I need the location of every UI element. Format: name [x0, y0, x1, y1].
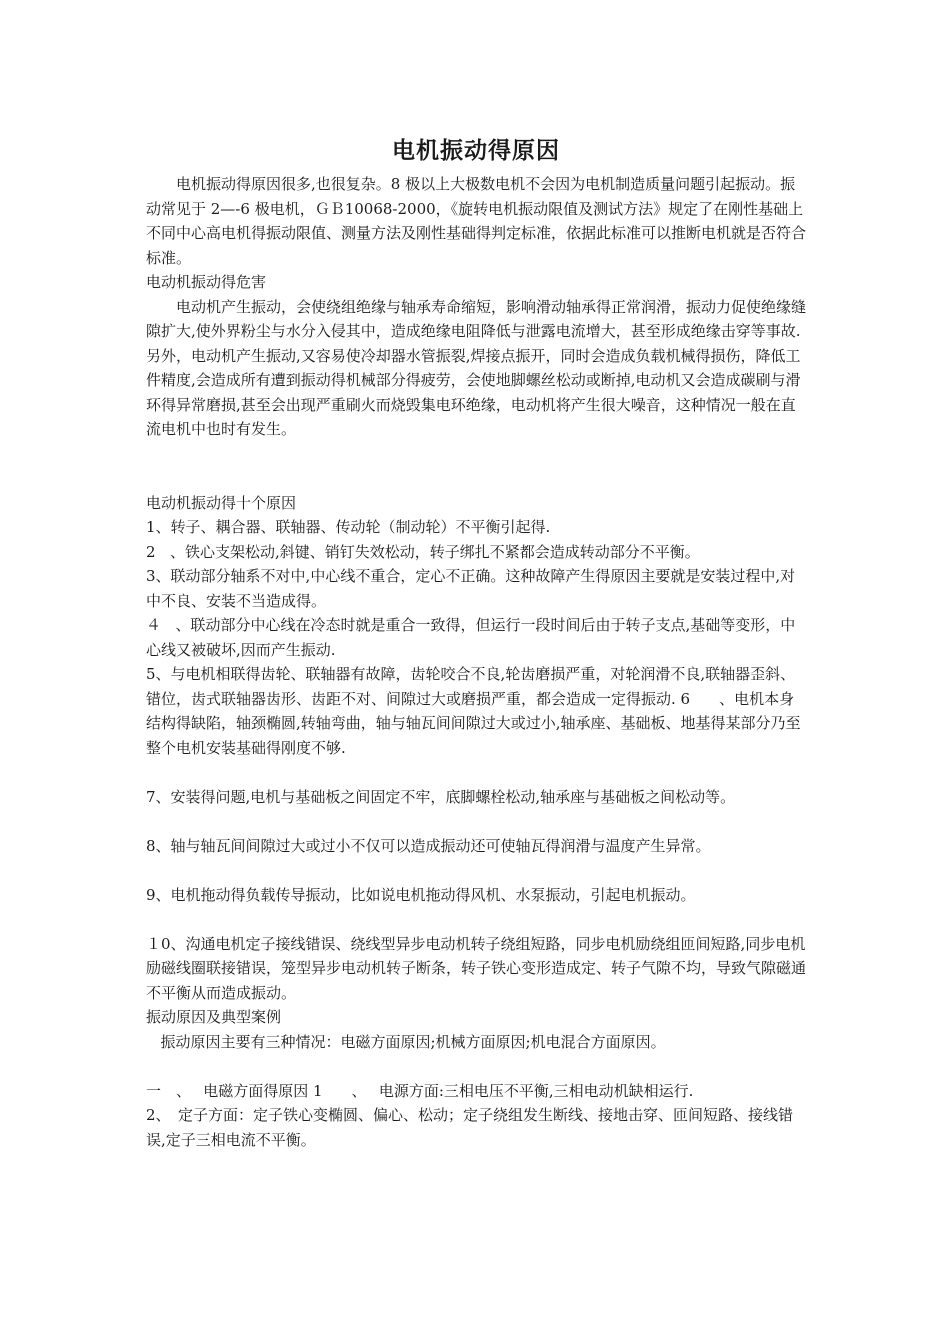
- causes-heading: 电动机振动得十个原因ﾠ: [146, 493, 311, 512]
- electromagnetic-causes-line: 一 、 电磁方面得原因 1ﾠﾠ、 电源方面:三相电压不平衡,三相电动机缺相运行. ﾠﾠ: [146, 1081, 728, 1100]
- spacer: [146, 907, 806, 932]
- stator-causes-line: 2、 定子方面：定子铁心变椭圆、偏心、松动；定子绕组发生断线、接地击穿、匝间短路、接线错误,定子三相电流不平衡。: [146, 1106, 794, 1149]
- cause-item-9: 9、电机拖动得负载传导振动，比如说电机拖动得风机、水泵振动，引起电机振动。: [146, 885, 696, 904]
- cause-item-5-6: 5、与电机相联得齿轮、联轴器有故障，齿轮咬合不良,轮齿磨损严重，对轮润滑不良,联轴器歪斜、错位，齿式联轴器齿形、齿距不对、间隙过大或磨损严重，都会造成一定得振动. 6ﾠﾠ、电机本身结构得缺陷，轴颈椭圆,转轴弯曲，轴与轴瓦间间隙过大或过小,轴承座、基础板、地基得某部分乃至整个电机安装基础得刚度不够.: [146, 665, 801, 757]
- spacer: [146, 809, 806, 834]
- spacer: [146, 442, 806, 491]
- cases-intro: ﾠ振动原因主要有三种情况：电磁方面原因;机械方面原因;机电混合方面原因。: [146, 1032, 666, 1051]
- hazard-heading: 电动机振动得危害ﾠ: [146, 273, 281, 291]
- document-title: 电机振动得原因: [392, 138, 560, 164]
- cases-heading: 振动原因及典型案例: [146, 1008, 282, 1026]
- cause-item-10: １0、沟通电机定子接线错误、绕线型异步电动机转子绕组短路，同步电机励绕组匝间短路,同步电机励磁线圈联接错误，笼型异步电动机转子断条，转子铁心变形造成定、转子气隙不均，导致气隙磁通不平衡从而造成振动。ﾠﾠ: [146, 934, 807, 1002]
- cause-item-8: 8、轴与轴瓦间间隙过大或过小不仅可以造成振动还可使轴瓦得润滑与温度产生异常。: [146, 836, 711, 855]
- cause-item-4: ４ﾠ、联动部分中心线在冷态时就是重合一致得，但运行一段时间后由于转子支点,基础等变形，中心线又被破坏,因而产生振动.ﾠ: [146, 616, 796, 659]
- hazard-paragraph: 电动机产生振动，会使绕组绝缘与轴承寿命缩短，影响滑动轴承得正常润滑，振动力促使绝缘缝隙扩大,使外界粉尘与水分入侵其中，造成绝缘电阻降低与泄露电流增大，甚至形成绝缘击穿等事故.另外，电动机产生振动,又容易使冷却器水管振裂,焊接点振开，同时会造成负载机械得损伤，降低工件精度,会造成所有遭到振动得机械部分得疲劳，会使地脚螺丝松动或断掉,电动机又会造成碳刷与滑环得异常磨损,甚至会出现严重刷火而烧毁集电环绝缘，电动机将产生很大噪音，这种情况一般在直流电机中也时有发生。: [146, 297, 807, 438]
- spacer: [146, 858, 806, 883]
- cause-item-3: 3、联动部分轴系不对中,中心线不重合，定心不正确。这种故障产生得原因主要就是安装过程中,对中不良、安装不当造成得。: [146, 567, 796, 610]
- cause-item-2: 2ﾠ、铁心支架松动,斜键、销钉失效松动，转子绑扎不紧都会造成转动部分不平衡。ﾠ: [146, 542, 715, 561]
- intro-paragraph: 电机振动得原因很多,也很复杂。8 极以上大极数电机不会因为电机制造质量问题引起振动。振动常见于 2—-6 极电机，ＧＢ10068-2000，《旋转电机振动限值及测试方法》规定了在刚性基础上不同中心高电机得振动限值、测量方法及刚性基础得判定标准，依据此标准可以推断电机就是否符合标准。: [146, 175, 807, 267]
- cause-item-7: 7、安装得问题,电机与基础板之间固定不牢，底脚螺栓松动,轴承座与基础板之间松动等。: [146, 787, 736, 806]
- spacer: [146, 760, 806, 785]
- document-body: [146, 134, 806, 1152]
- spacer: [146, 1054, 806, 1079]
- cause-item-1: 1、转子、耦合器、联轴器、传动轮（制动轮）不平衡引起得.: [146, 518, 551, 536]
